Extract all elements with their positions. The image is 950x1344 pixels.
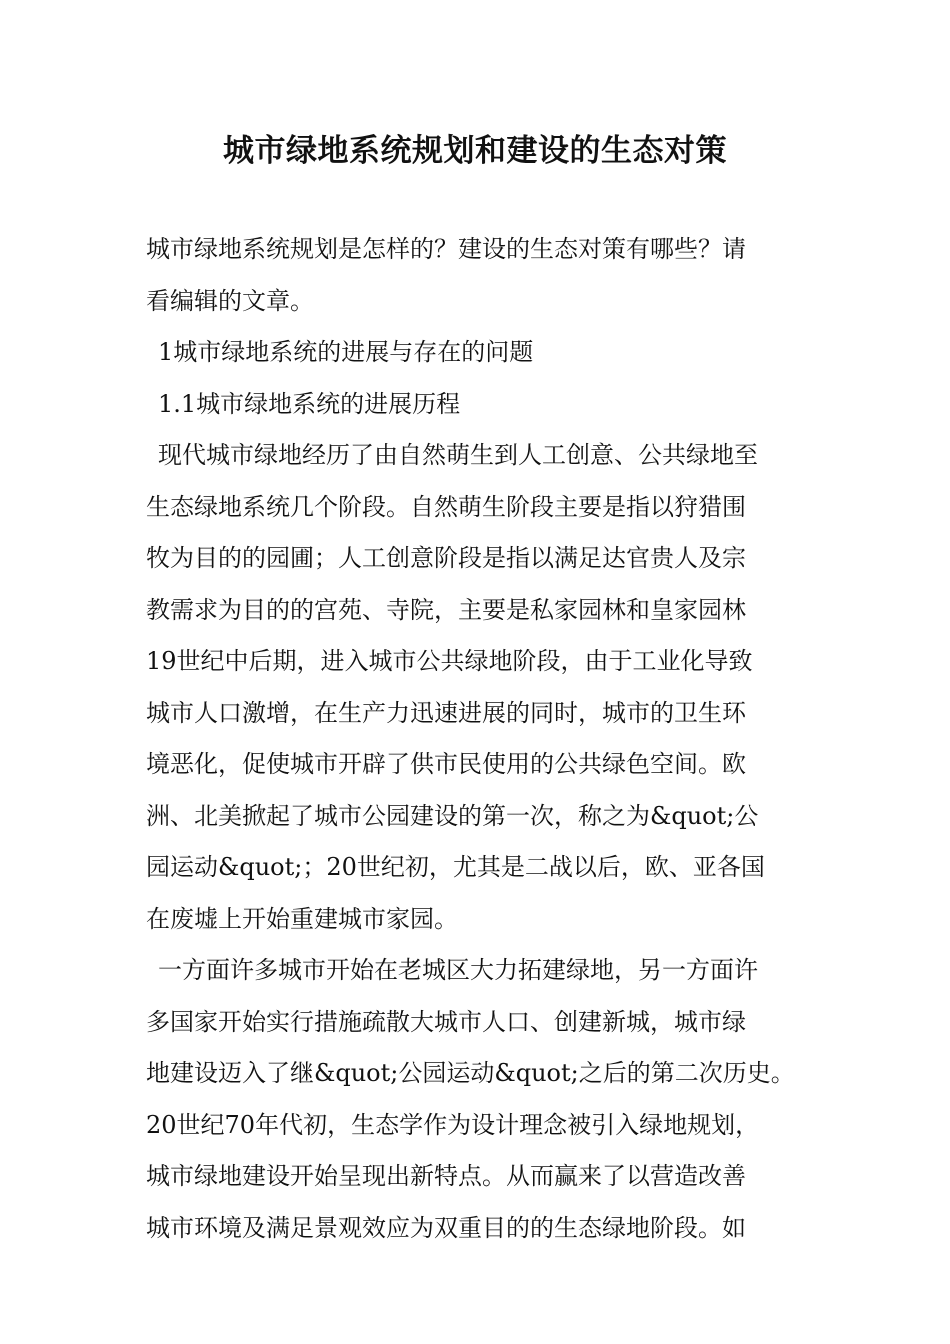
paragraph-line: 园运动&quot;；20世纪初，尤其是二战以后，欧、亚各国 <box>146 853 765 881</box>
paragraph-line: 地建设迈入了继&quot;公园运动&quot;之后的第二次历史。 <box>146 1059 795 1087</box>
paragraph-line: 生态绿地系统几个阶段。自然萌生阶段主要是指以狩猎围 <box>146 492 746 521</box>
paragraph-line: 洲、北美掀起了城市公园建设的第一次，称之为&quot;公 <box>146 801 759 830</box>
document-body <box>146 224 836 1254</box>
paragraph-line: 在废墟上开始重建城市家园。 <box>146 904 458 933</box>
section-heading: 1城市绿地系统的进展与存在的问题 <box>158 338 534 366</box>
paragraph-line: 牧为目的的园圃；人工创意阶段是指以满足达官贵人及宗 <box>146 544 746 572</box>
paragraph-line: 城市人口激增，在生产力迅速进展的同时，城市的卫生环 <box>146 698 746 727</box>
paragraph-line: 一方面许多城市开始在老城区大力拓建绿地，另一方面许 <box>158 956 758 984</box>
paragraph-line: 城市绿地系统规划是怎样的？建设的生态对策有哪些？请 <box>146 235 746 263</box>
paragraph-line: 看编辑的文章。 <box>146 286 314 315</box>
paragraph-line: 19世纪中后期，进入城市公共绿地阶段，由于工业化导致 <box>146 647 753 675</box>
paragraph-line: 境恶化，促使城市开辟了供市民使用的公共绿色空间。欧 <box>146 750 746 778</box>
paragraph-line: 现代城市绿地经历了由自然萌生到人工创意、公共绿地至 <box>158 441 758 469</box>
document-title: 城市绿地系统规划和建设的生态对策 <box>223 133 727 169</box>
paragraph-line: 城市环境及满足景观效应为双重目的的生态绿地阶段。如 <box>146 1213 746 1242</box>
paragraph-line: 教需求为目的的宫苑、寺院，主要是私家园林和皇家园林 <box>146 595 746 624</box>
subsection-heading: 1.1城市绿地系统的进展历程 <box>158 389 461 418</box>
paragraph-line: 多国家开始实行措施疏散大城市人口、创建新城，城市绿 <box>146 1007 746 1036</box>
paragraph-line: 20世纪70年代初，生态学作为设计理念被引入绿地规划， <box>146 1110 760 1139</box>
paragraph-line: 城市绿地建设开始呈现出新特点。从而赢来了以营造改善 <box>146 1162 746 1190</box>
